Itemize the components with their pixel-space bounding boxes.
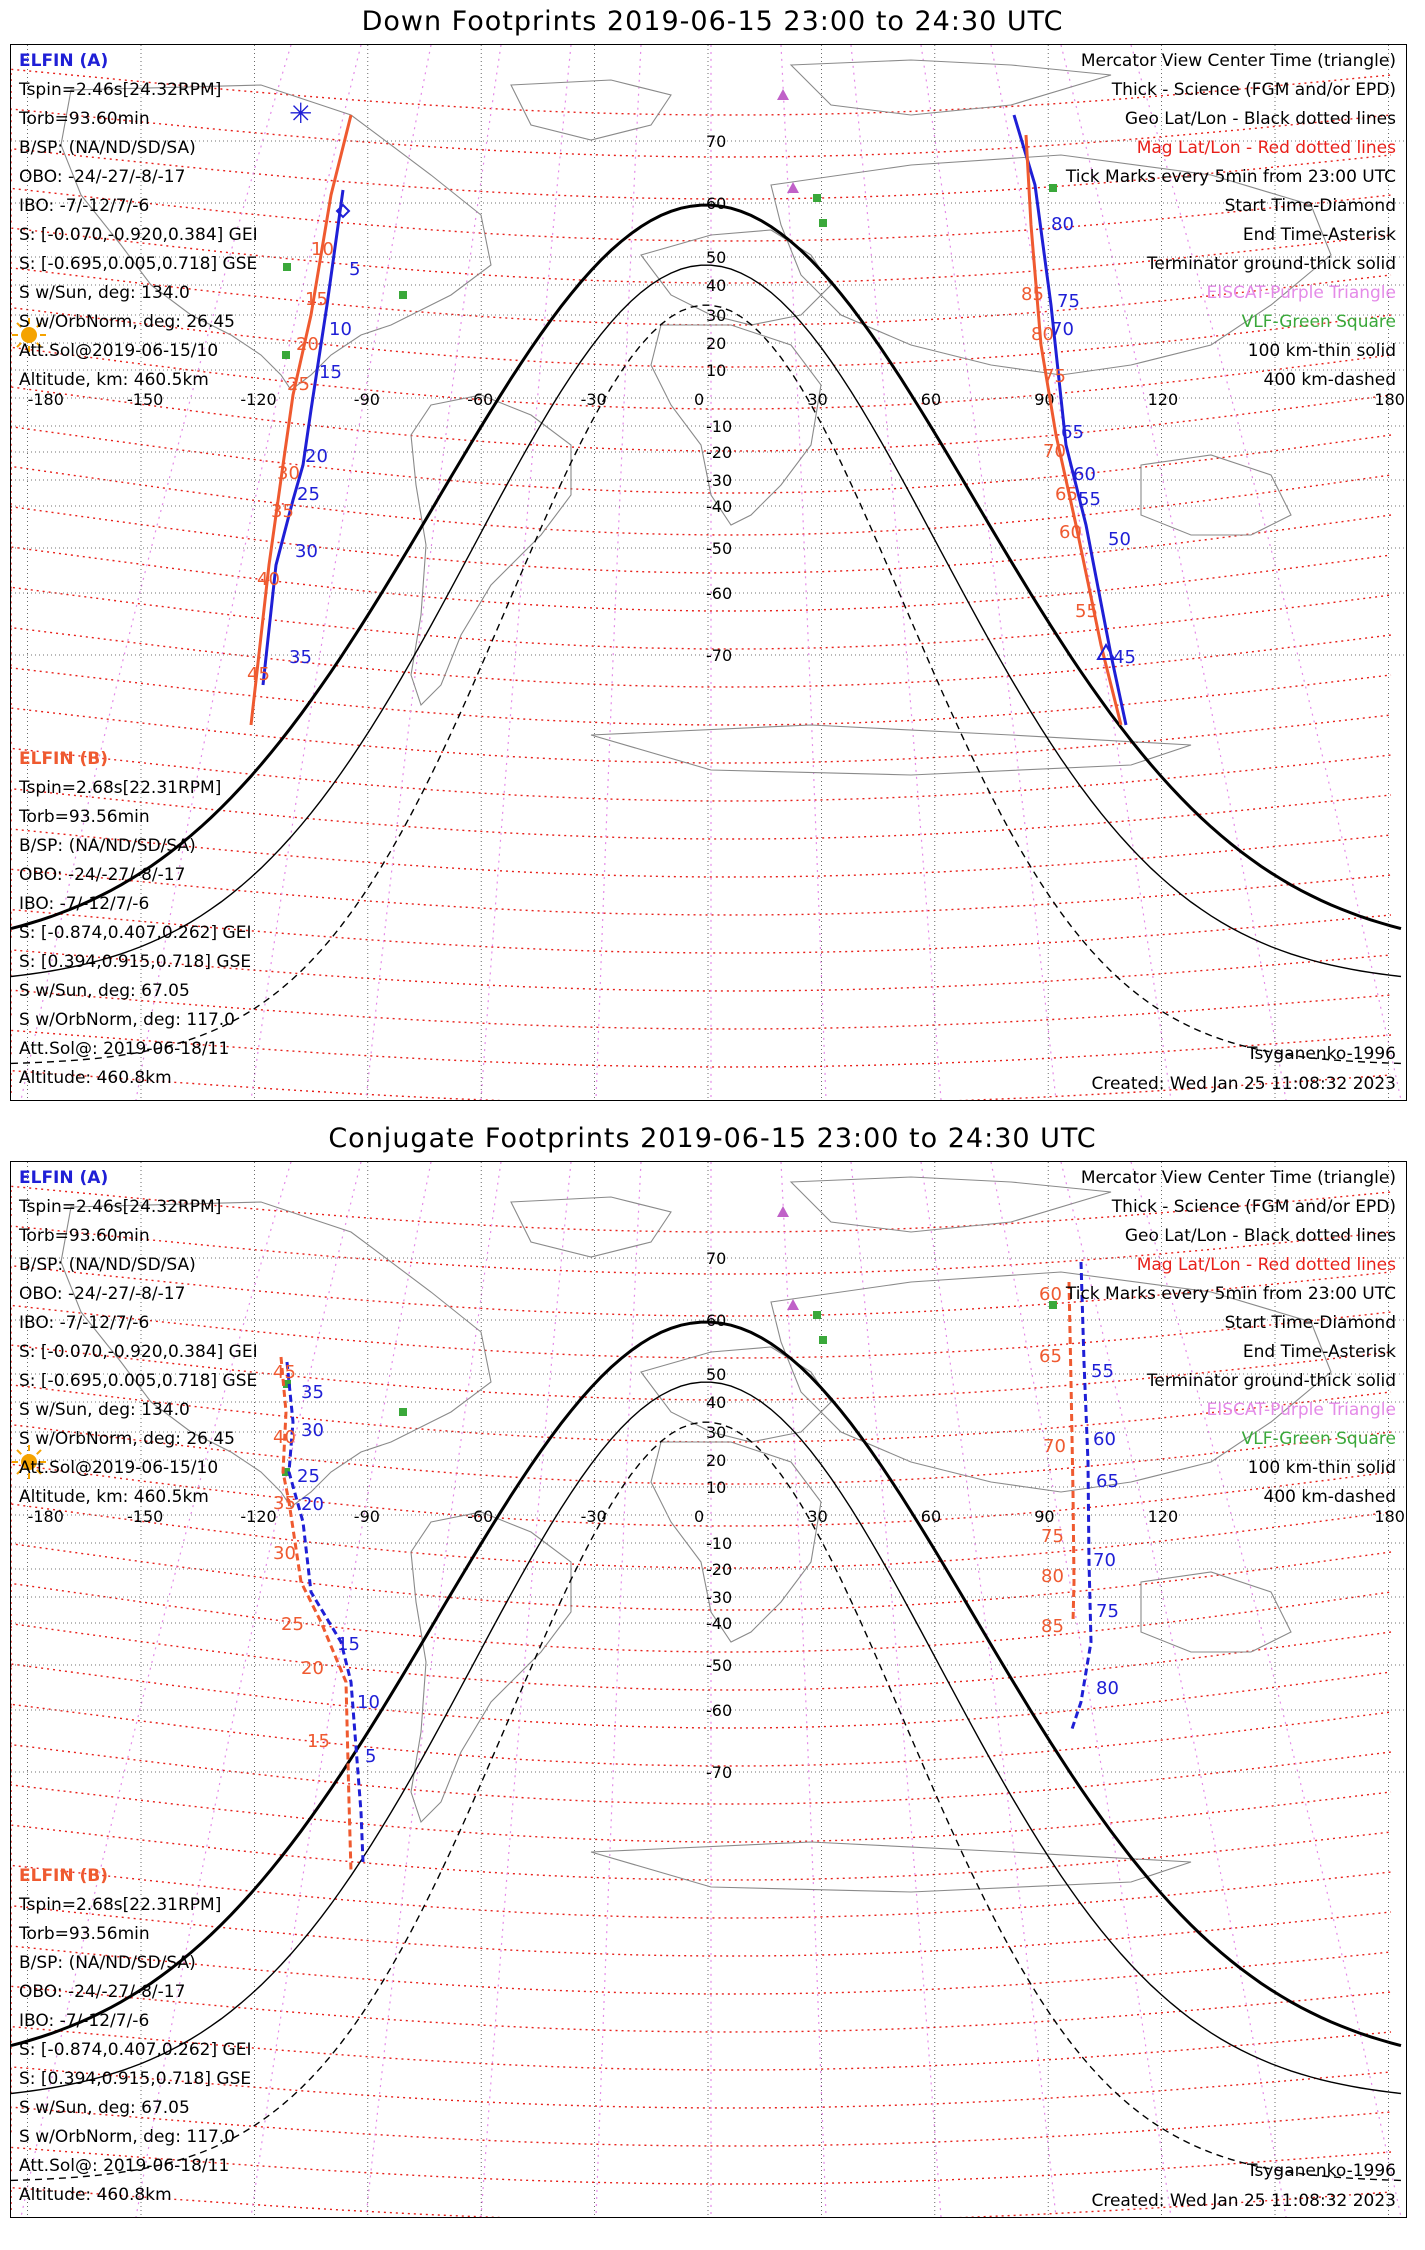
elfin-b-line: B/SP: (NA/ND/SD/SA) <box>19 1953 196 1973</box>
elfin-b-line: Altitude: 460.8km <box>19 1068 172 1088</box>
elfin-a-line: S: [-0.070,-0.920,0.384] GEI <box>19 1342 258 1362</box>
model-label: Tsyganenko-1996 <box>1246 2161 1396 2181</box>
elfin-b-tick-label: 75 <box>1041 1526 1064 1547</box>
elfin-b-tick-label: 10 <box>311 239 334 260</box>
elfin-b-line: Torb=93.56min <box>19 1924 150 1944</box>
elfin-a-tick-label: 15 <box>337 1634 360 1655</box>
lat-tick-label: 30 <box>706 306 727 325</box>
lon-tick-label: -150 <box>127 1507 164 1526</box>
legend-item: 100 km-thin solid <box>1247 1458 1396 1478</box>
coastline <box>411 395 571 705</box>
lat-tick-label: -60 <box>706 584 733 603</box>
elfin-a-tick-label: 50 <box>1108 529 1131 550</box>
lon-tick-label: 60 <box>920 390 942 409</box>
elfin-a-tick-label: 55 <box>1091 1361 1114 1382</box>
lat-tick-label: 20 <box>706 1451 727 1470</box>
vlf-square <box>819 1336 827 1344</box>
elfin-a-tick-label: 70 <box>1093 1550 1116 1571</box>
vlf-square <box>282 351 290 359</box>
elfin-b-tick-label: 85 <box>1041 1616 1064 1637</box>
elfin-b-tick-label: 70 <box>1043 1436 1066 1457</box>
elfin-b-info <box>19 745 251 1093</box>
elfin-a-tick-label: 65 <box>1096 1471 1119 1492</box>
elfin-a-track <box>263 190 343 685</box>
elfin-a-line: B/SP: (NA/ND/SD/SA) <box>19 1255 196 1275</box>
elfin-a-line: Tspin=2.46s[24.32RPM] <box>19 1197 222 1217</box>
mag-lat-line <box>11 507 1391 573</box>
elfin-a-line: S w/OrbNorm, deg: 26.45 <box>19 312 236 332</box>
elfin-b-tick-label: 70 <box>1043 441 1066 462</box>
coastline <box>591 725 1191 775</box>
legend-item: 400 km-dashed <box>1263 1487 1396 1507</box>
elfin-a-tick-label: 5 <box>349 259 361 280</box>
elfin-b-tick-label: 60 <box>1039 1284 1062 1305</box>
mag-lat-line <box>11 587 1391 649</box>
elfin-a-line: S w/OrbNorm, deg: 26.45 <box>19 1429 236 1449</box>
mag-lat-line <box>11 1664 1391 1728</box>
elfin-b-tick-label: 40 <box>257 569 280 590</box>
elfin-a-tick-label: 30 <box>301 1420 324 1441</box>
elfin-a-line: Torb=93.60min <box>19 1226 150 1246</box>
elfin-a-tick-label: 60 <box>1093 1429 1116 1450</box>
legend-item: EISCAT-Purple Triangle <box>1206 1400 1396 1420</box>
coastline <box>651 1442 821 1642</box>
elfin-b-tick-label: 35 <box>273 1493 296 1514</box>
elfin-b-line: Tspin=2.68s[22.31RPM] <box>19 1895 222 1915</box>
mag-lat-line <box>11 1624 1391 1690</box>
elfin-b-line: OBO: -24/-27/-8/-17 <box>19 865 186 885</box>
lon-tick-label: 90 <box>1034 1507 1055 1526</box>
lon-tick-label: -180 <box>27 1507 64 1526</box>
elfin-b-tick-label: 30 <box>277 463 300 484</box>
created-label: Created: Wed Jan 25 11:08:32 2023 <box>1091 2191 1396 2211</box>
lat-tick-label: 20 <box>706 334 727 353</box>
elfin-a-line: S: [-0.695,0.005,0.718] GSE <box>19 1371 258 1391</box>
lat-tick-label: 70 <box>706 1249 727 1268</box>
elfin-b-line: IBO: -7/-12/7/-6 <box>19 2011 150 2031</box>
elfin-a-header: ELFIN (A) <box>19 1168 109 1188</box>
legend-item: EISCAT-Purple Triangle <box>1206 283 1396 303</box>
lat-tick-label: -30 <box>706 1588 733 1607</box>
lon-tick-label: 60 <box>920 1507 942 1526</box>
elfin-a-line: S w/Sun, deg: 134.0 <box>19 1400 190 1420</box>
coastline <box>591 1842 1191 1892</box>
elfin-a-track <box>287 1362 363 1862</box>
coastline <box>1141 455 1291 535</box>
elfin-b-tick-label: 75 <box>1043 366 1066 387</box>
lon-tick-label: -120 <box>240 390 277 409</box>
mag-lon-line <box>481 1162 571 2217</box>
elfin-a-tick-label: 55 <box>1078 489 1101 510</box>
lat-tick-label: 70 <box>706 132 727 151</box>
lat-tick-label: -50 <box>706 539 733 558</box>
elfin-a-tick-label: 80 <box>1051 214 1074 235</box>
lat-tick-label: 40 <box>706 276 727 295</box>
coastline <box>511 1197 671 1257</box>
vlf-square <box>399 291 407 299</box>
elfin-b-line: S: [-0.874,0.407,0.262] GEI <box>19 923 252 943</box>
coastline <box>641 1347 831 1442</box>
elfin-a-line: S: [-0.070,-0.920,0.384] GEI <box>19 225 258 245</box>
elfin-a-tick-label: 25 <box>297 484 320 505</box>
elfin-a-tick-label: 25 <box>297 1466 320 1487</box>
coastline <box>791 1177 1111 1232</box>
elfin-b-header: ELFIN (B) <box>19 749 109 769</box>
legend-item: Tick Marks every 5min from 23:00 UTC <box>1065 167 1396 187</box>
lat-tick-label: -10 <box>706 1534 733 1553</box>
lon-tick-label: -90 <box>353 1507 380 1526</box>
lon-tick-label: 0 <box>694 1507 705 1526</box>
elfin-a-line: Tspin=2.46s[24.32RPM] <box>19 80 222 100</box>
elfin-b-header: ELFIN (B) <box>19 1866 109 1886</box>
elfin-b-line: S w/Sun, deg: 67.05 <box>19 2098 190 2118</box>
legend <box>1066 1164 1396 1512</box>
elfin-a-line: Torb=93.60min <box>19 109 150 129</box>
elfin-a-tick-label: 60 <box>1073 464 1096 485</box>
mag-lon-line <box>596 45 641 1100</box>
lat-tick-label: 10 <box>706 1478 727 1497</box>
end-asterisk: ✳ <box>289 97 313 130</box>
elfin-a-tick-label: 10 <box>357 1692 380 1713</box>
elfin-b-tick-label: 55 <box>1075 601 1098 622</box>
coastline <box>411 1512 571 1822</box>
elfin-a-header: ELFIN (A) <box>19 51 109 71</box>
lat-tick-label: 40 <box>706 1393 727 1412</box>
panel-title: Conjugate Footprints 2019-06-15 23:00 to 24:30 UTC <box>328 1123 1097 1154</box>
lat-tick-label: -20 <box>706 1560 733 1579</box>
vlf-square <box>283 263 291 271</box>
mag-lat-line <box>11 668 1391 725</box>
elfin-b-tick-label: 15 <box>305 289 328 310</box>
eiscat-triangle <box>777 89 789 100</box>
elfin-b-line: S: [0.394,0.915,0.718] GSE <box>19 952 252 972</box>
lon-tick-label: 120 <box>1147 390 1179 409</box>
mag-lat-line <box>11 427 1391 493</box>
legend-item: End Time-Asterisk <box>1242 1342 1396 1362</box>
elfin-b-tick-label: 80 <box>1041 1566 1064 1587</box>
model-label: Tsyganenko-1996 <box>1246 1044 1396 1064</box>
legend-item: Geo Lat/Lon - Black dotted lines <box>1124 1226 1396 1246</box>
elfin-b-line: S: [-0.874,0.407,0.262] GEI <box>19 2040 252 2060</box>
legend-item: Tick Marks every 5min from 23:00 UTC <box>1065 1284 1396 1304</box>
elfin-a-line: S: [-0.695,0.005,0.718] GSE <box>19 254 258 274</box>
elfin-b-tick-label: 40 <box>273 1427 296 1448</box>
elfin-a-info <box>19 47 258 395</box>
elfin-a-tick-label: 35 <box>301 1382 324 1403</box>
elfin-a-line: IBO: -7/-12/7/-6 <box>19 196 150 216</box>
lat-tick-label: 60 <box>706 194 727 213</box>
lon-tick-label: -30 <box>580 1507 607 1526</box>
legend-item: VLF-Green Square <box>1241 312 1396 332</box>
elfin-b-line: IBO: -7/-12/7/-6 <box>19 894 150 914</box>
mag-lon-line <box>596 1162 641 2217</box>
lat-tick-label: 50 <box>706 1365 727 1384</box>
coastline <box>641 230 831 325</box>
elfin-b-tick-label: 60 <box>1059 522 1082 543</box>
elfin-b-tick-label: 45 <box>247 664 270 685</box>
legend-item: Start Time-Diamond <box>1224 196 1396 216</box>
coastline <box>651 325 821 525</box>
lon-tick-label: -180 <box>27 390 64 409</box>
lon-tick-label: 0 <box>694 390 705 409</box>
lon-tick-label: -120 <box>240 1507 277 1526</box>
elfin-a-line: S w/Sun, deg: 134.0 <box>19 283 190 303</box>
elfin-b-line: B/SP: (NA/ND/SD/SA) <box>19 836 196 856</box>
legend-item: Mercator View Center Time (triangle) <box>1080 51 1396 71</box>
vlf-square <box>1049 184 1057 192</box>
elfin-a-line: B/SP: (NA/ND/SD/SA) <box>19 138 196 158</box>
elfin-a-tick-label: 5 <box>365 1746 377 1767</box>
elfin-a-line: Altitude, km: 460.5km <box>19 370 209 390</box>
mag-lon-line <box>251 1162 431 2217</box>
lat-tick-label: 60 <box>706 1311 727 1330</box>
legend-item: End Time-Asterisk <box>1242 225 1396 245</box>
elfin-b-tick-label: 45 <box>273 1362 296 1383</box>
mag-lat-line <box>11 1704 1391 1766</box>
elfin-a-tick-label: 35 <box>289 647 312 668</box>
elfin-b-tick-label: 25 <box>281 1614 304 1635</box>
eiscat-triangle <box>777 1206 789 1217</box>
lat-tick-label: -10 <box>706 417 733 436</box>
mag-lat-line <box>11 547 1391 611</box>
elfin-b-tick-label: 15 <box>307 1731 330 1752</box>
legend-item: Thick - Science (FGM and/or EPD) <box>1111 80 1396 100</box>
elfin-b-track <box>251 115 351 725</box>
vlf-square <box>399 1408 407 1416</box>
mag-lat-line <box>11 466 1391 535</box>
mag-lat-line <box>11 628 1391 687</box>
lat-tick-label: -70 <box>706 646 733 665</box>
elfin-b-line: S w/Sun, deg: 67.05 <box>19 981 190 1001</box>
elfin-a-tick-label: 65 <box>1061 422 1084 443</box>
elfin-b-tick-label: 20 <box>296 334 319 355</box>
elfin-a-line: OBO: -24/-27/-8/-17 <box>19 167 186 187</box>
lon-tick-label: -90 <box>353 390 380 409</box>
lon-tick-label: -60 <box>467 1507 494 1526</box>
mag-lon-line <box>366 1162 501 2217</box>
elfin-a-tick-label: 20 <box>301 1494 324 1515</box>
legend <box>1066 47 1396 395</box>
elfin-b-tick-label: 85 <box>1021 284 1044 305</box>
legend-item: 100 km-thin solid <box>1247 341 1396 361</box>
legend-item: Terminator ground-thick solid <box>1146 254 1396 274</box>
legend-item: Mercator View Center Time (triangle) <box>1080 1168 1396 1188</box>
mag-lat-line <box>11 1583 1391 1652</box>
lon-tick-label: 30 <box>807 390 828 409</box>
elfin-b-tick-label: 65 <box>1039 1346 1062 1367</box>
elfin-b-line: OBO: -24/-27/-8/-17 <box>19 1982 186 2002</box>
lon-tick-label: -30 <box>580 390 607 409</box>
lat-tick-label: -50 <box>706 1656 733 1675</box>
vlf-square <box>819 219 827 227</box>
elfin-a-tick-label: 75 <box>1096 1601 1119 1622</box>
legend-item: Thick - Science (FGM and/or EPD) <box>1111 1197 1396 1217</box>
elfin-a-line: Att.Sol@2019-06-15/10 <box>19 1458 219 1478</box>
mag-lat-line <box>11 1785 1391 1842</box>
vlf-square <box>813 194 821 202</box>
eiscat-triangle <box>787 1299 799 1310</box>
elfin-b-tick-label: 30 <box>273 1543 296 1564</box>
vlf-square <box>813 1311 821 1319</box>
elfin-b-line: S: [0.394,0.915,0.718] GSE <box>19 2069 252 2089</box>
elfin-a-tick-label: 10 <box>329 319 352 340</box>
elfin-a-line: OBO: -24/-27/-8/-17 <box>19 1284 186 1304</box>
coastline <box>511 80 671 140</box>
panel-title: Down Footprints 2019-06-15 23:00 to 24:30 UTC <box>361 6 1064 37</box>
lat-tick-label: -40 <box>706 497 733 516</box>
elfin-b-line: Torb=93.56min <box>19 807 150 827</box>
elfin-b-info <box>19 1862 251 2210</box>
legend-item: Geo Lat/Lon - Black dotted lines <box>1124 109 1396 129</box>
elfin-a-line: Altitude, km: 460.5km <box>19 1487 209 1507</box>
lon-tick-label: 180 <box>1374 1507 1405 1526</box>
lat-tick-label: 30 <box>706 1423 727 1442</box>
mag-lat-line <box>11 1544 1391 1610</box>
elfin-a-tick-label: 30 <box>295 541 318 562</box>
map-frame <box>10 1161 1407 2218</box>
elfin-a-tick-label: 75 <box>1057 291 1080 312</box>
elfin-b-line: S w/OrbNorm, deg: 117.0 <box>19 2127 236 2147</box>
created-label: Created: Wed Jan 25 11:08:32 2023 <box>1091 1074 1396 1094</box>
lon-tick-label: 30 <box>807 1507 828 1526</box>
mag-lon-line <box>481 45 571 1100</box>
elfin-b-line: Altitude: 460.8km <box>19 2185 172 2205</box>
elfin-b-line: Att.Sol@: 2019-06-18/11 <box>19 2156 230 2176</box>
legend-item: Terminator ground-thick solid <box>1146 1371 1396 1391</box>
lat-tick-label: -60 <box>706 1701 733 1720</box>
elfin-a-line: IBO: -7/-12/7/-6 <box>19 1313 150 1333</box>
elfin-b-tick-label: 80 <box>1031 324 1054 345</box>
lat-tick-label: 50 <box>706 248 727 267</box>
lon-tick-label: -150 <box>127 390 164 409</box>
elfin-b-line: S w/OrbNorm, deg: 117.0 <box>19 1010 236 1030</box>
elfin-b-tick-label: 20 <box>301 1658 324 1679</box>
map-frame <box>10 44 1407 1101</box>
elfin-b-tick-label: 25 <box>287 374 310 395</box>
elfin-b-line: Tspin=2.68s[22.31RPM] <box>19 778 222 798</box>
elfin-b-tick-label: 65 <box>1055 484 1078 505</box>
lat-tick-label: -70 <box>706 1763 733 1782</box>
lat-tick-label: 10 <box>706 361 727 380</box>
elfin-a-line: Att.Sol@2019-06-15/10 <box>19 341 219 361</box>
coastline <box>791 60 1111 115</box>
mag-lat-line <box>11 1745 1391 1804</box>
legend-item: Mag Lat/Lon - Red dotted lines <box>1136 1255 1396 1275</box>
legend-item: Mag Lat/Lon - Red dotted lines <box>1136 138 1396 158</box>
lon-tick-label: 180 <box>1374 390 1405 409</box>
elfin-b-tick-label: 35 <box>271 501 294 522</box>
lat-tick-label: -30 <box>706 471 733 490</box>
lon-tick-label: 90 <box>1034 390 1055 409</box>
elfin-a-tick-label: 80 <box>1096 1678 1119 1699</box>
legend-item: VLF-Green Square <box>1241 1429 1396 1449</box>
conjugate-footprints-panel <box>0 1117 1425 2242</box>
elfin-a-info <box>19 1164 258 1512</box>
legend-item: 400 km-dashed <box>1263 370 1396 390</box>
coastline <box>1141 1572 1291 1652</box>
lat-tick-label: -40 <box>706 1614 733 1633</box>
elfin-b-line: Att.Sol@: 2019-06-18/11 <box>19 1039 230 1059</box>
mag-lon-line <box>366 45 501 1100</box>
lon-tick-label: 120 <box>1147 1507 1179 1526</box>
lon-tick-label: -60 <box>467 390 494 409</box>
elfin-a-tick-label: 20 <box>305 446 328 467</box>
elfin-a-tick-label: 45 <box>1113 647 1136 668</box>
elfin-a-tick-label: 70 <box>1051 319 1074 340</box>
elfin-a-tick-label: 15 <box>319 362 342 383</box>
eiscat-triangle <box>787 182 799 193</box>
legend-item: Start Time-Diamond <box>1224 1313 1396 1333</box>
lat-tick-label: -20 <box>706 443 733 462</box>
